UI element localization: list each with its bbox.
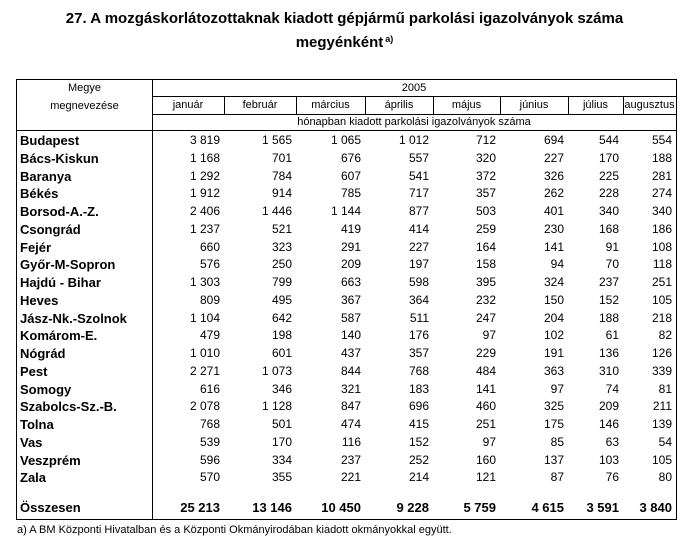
cell-value: 170 [271, 434, 292, 449]
cell-value: 218 [651, 310, 672, 325]
cell-value: 501 [271, 417, 292, 431]
cell-value: 554 [651, 133, 672, 147]
cell-value: 544 [598, 133, 619, 147]
cell-value: 914 [271, 186, 292, 201]
cell-value: 197 [408, 257, 429, 272]
county-name: Heves [20, 292, 59, 308]
cell-value: 80 [658, 470, 672, 485]
cell-value: 291 [340, 239, 361, 254]
cell-value: 324 [543, 275, 564, 289]
cell-value: 274 [651, 186, 672, 201]
cell-value: 364 [408, 292, 429, 307]
cell-value: 326 [543, 168, 564, 183]
cell-value: 1 912 [189, 186, 220, 201]
month-header: május [451, 99, 482, 111]
cell-value: 164 [475, 239, 496, 254]
cell-value: 176 [408, 328, 429, 343]
cell-value: 188 [598, 310, 619, 325]
cell-value: 230 [543, 221, 564, 236]
cell-value: 252 [408, 452, 429, 467]
county-name: Tolna [20, 417, 54, 432]
cell-value: 103 [598, 452, 619, 467]
cell-value: 137 [543, 452, 564, 467]
cell-value: 676 [340, 150, 361, 165]
cell-value: 139 [651, 417, 672, 431]
cell-value: 2 406 [189, 204, 220, 218]
cell-value: 225 [598, 168, 619, 183]
cell-value: 251 [475, 417, 496, 431]
cell-value: 228 [598, 186, 619, 201]
cell-value: 87 [550, 470, 564, 485]
cell-value: 209 [598, 399, 619, 414]
cell-value: 339 [651, 363, 672, 378]
cell-value: 460 [475, 399, 496, 414]
cell-value: 116 [341, 434, 361, 449]
month-header: március [311, 99, 350, 111]
cell-value: 232 [475, 292, 496, 307]
cell-value: 511 [409, 310, 429, 325]
county-name: Baranya [20, 168, 72, 184]
cell-value: 237 [340, 452, 361, 467]
county-name: Hajdú - Bihar [20, 275, 101, 290]
cell-value: 108 [651, 239, 672, 254]
county-name: Budapest [20, 133, 80, 148]
cell-value: 363 [543, 363, 564, 378]
cell-value: 539 [199, 434, 220, 449]
total-value: 4 615 [531, 500, 564, 515]
cell-value: 175 [543, 417, 564, 431]
cell-value: 188 [651, 150, 672, 165]
total-value: 25 213 [180, 500, 220, 515]
table-title-text: megyénként [295, 34, 384, 51]
cell-value: 54 [658, 434, 672, 449]
county-name: Jász-Nk.-Szolnok [20, 310, 127, 326]
cell-value: 126 [651, 346, 672, 360]
cell-value: 321 [340, 381, 361, 396]
cell-value: 186 [651, 221, 672, 236]
cell-value: 1 073 [261, 363, 292, 378]
cell-value: 150 [543, 292, 564, 307]
cell-value: 211 [652, 399, 672, 414]
cell-value: 809 [199, 292, 220, 307]
cell-value: 121 [475, 470, 496, 485]
cell-value: 102 [543, 328, 564, 343]
cell-value: 325 [543, 399, 564, 414]
cell-value: 694 [543, 133, 564, 147]
cell-value: 320 [475, 150, 496, 165]
cell-value: 191 [543, 346, 564, 360]
cell-value: 63 [605, 434, 619, 449]
cell-value: 1 128 [261, 399, 292, 414]
county-name: Zala [20, 470, 47, 486]
cell-value: 74 [605, 381, 619, 396]
county-name: Veszprém [20, 452, 81, 468]
cell-value: 141 [543, 239, 564, 254]
month-header: augusztus [624, 99, 675, 111]
cell-value: 1 303 [189, 275, 220, 289]
cell-value: 3 819 [189, 133, 220, 147]
county-name: Vas [20, 434, 43, 450]
cell-value: 229 [475, 346, 496, 360]
cell-value: 1 144 [330, 204, 361, 218]
cell-value: 204 [543, 310, 564, 325]
cell-value: 372 [475, 168, 496, 183]
cell-value: 1 012 [398, 133, 429, 147]
cell-value: 419 [340, 221, 361, 236]
cell-value: 598 [408, 275, 429, 289]
total-label: Összesen [20, 500, 81, 515]
cell-value: 227 [543, 150, 564, 165]
cell-value: 259 [475, 221, 496, 236]
cell-value: 1 565 [261, 133, 292, 147]
cell-value: 357 [408, 346, 429, 360]
cell-value: 1 065 [330, 133, 361, 147]
cell-value: 401 [543, 204, 564, 218]
county-name: Komárom-E. [20, 328, 98, 344]
year-header: 2005 [401, 82, 427, 94]
cell-value: 1 104 [189, 310, 220, 325]
county-name: Somogy [20, 381, 72, 397]
cell-value: 784 [271, 168, 292, 183]
county-header-line1: Megye [67, 82, 102, 94]
cell-value: 799 [271, 275, 292, 289]
cell-value: 587 [340, 310, 361, 325]
cell-value: 521 [271, 221, 292, 236]
table-title-line2 [0, 30, 689, 52]
header-bottom-line [17, 130, 676, 131]
cell-value: 717 [408, 186, 429, 201]
county-name: Bács-Kiskun [20, 150, 99, 166]
cell-value: 310 [598, 363, 619, 378]
month-header: június [519, 99, 549, 111]
cell-value: 1 292 [189, 168, 220, 183]
total-value: 9 228 [396, 500, 429, 515]
cell-value: 221 [340, 470, 361, 485]
cell-value: 262 [543, 186, 564, 201]
total-value: 10 450 [321, 500, 361, 515]
cell-value: 607 [340, 168, 361, 183]
cell-value: 237 [598, 275, 619, 289]
total-value: 13 146 [252, 500, 292, 515]
cell-value: 97 [482, 328, 496, 343]
cell-value: 2 271 [189, 363, 220, 378]
cell-value: 94 [550, 257, 564, 272]
cell-value: 660 [199, 239, 220, 254]
cell-value: 152 [408, 434, 429, 449]
county-header-line2: megnevezése [50, 100, 119, 112]
cell-value: 250 [271, 257, 292, 272]
cell-value: 367 [340, 292, 361, 307]
cell-value: 346 [271, 381, 292, 396]
county-name: Csongrád [20, 221, 81, 237]
cell-value: 209 [340, 257, 361, 272]
month-header: február [242, 99, 278, 111]
cell-value: 355 [271, 470, 292, 485]
cell-value: 1 237 [189, 221, 220, 236]
cell-value: 81 [658, 381, 672, 396]
cell-value: 541 [408, 168, 429, 183]
county-name: Győr-M-Sopron [20, 257, 116, 273]
cell-value: 414 [408, 221, 429, 236]
cell-value: 1 446 [261, 204, 292, 218]
cell-value: 160 [475, 452, 496, 467]
cell-value: 227 [408, 239, 429, 254]
cell-value: 474 [340, 417, 361, 431]
cell-value: 247 [475, 310, 496, 325]
cell-value: 437 [340, 346, 361, 360]
cell-value: 91 [605, 239, 619, 254]
cell-value: 61 [605, 328, 619, 343]
cell-value: 170 [598, 150, 619, 165]
cell-value: 183 [408, 381, 429, 396]
cell-value: 323 [271, 239, 292, 254]
county-name: Szabolcs-Sz.-B. [20, 399, 117, 415]
cell-value: 557 [408, 150, 429, 165]
cell-value: 76 [605, 470, 619, 485]
table-title-line1: 27. A mozgáskorlátozottaknak kiadott gépjármű parkolási igazolványok száma [65, 10, 624, 27]
cell-value: 141 [475, 381, 496, 396]
cell-value: 152 [598, 292, 619, 307]
cell-value: 596 [199, 452, 220, 467]
month-header: január [172, 99, 204, 111]
title-footnote-mark: a) [385, 34, 394, 44]
total-value: 5 759 [463, 500, 496, 515]
cell-value: 701 [271, 150, 292, 165]
county-name: Nógrád [20, 346, 66, 361]
cell-value: 105 [651, 452, 672, 467]
cell-value: 1 168 [189, 150, 220, 165]
county-name: Borsod-A.-Z. [20, 204, 99, 219]
subheader: hónapban kiadott parkolási igazolványok száma [297, 116, 531, 128]
cell-value: 85 [550, 434, 564, 449]
cell-value: 696 [408, 399, 429, 414]
cell-value: 251 [651, 275, 672, 289]
cell-value: 616 [199, 381, 220, 396]
cell-value: 214 [408, 470, 429, 485]
cell-value: 503 [475, 204, 496, 218]
cell-value: 844 [340, 363, 361, 378]
cell-value: 601 [271, 346, 292, 360]
cell-value: 136 [598, 346, 619, 360]
cell-value: 2 078 [189, 399, 220, 414]
cell-value: 340 [598, 204, 619, 218]
cell-value: 198 [271, 328, 292, 343]
cell-value: 118 [652, 257, 672, 272]
cell-value: 877 [408, 204, 429, 218]
cell-value: 785 [340, 186, 361, 201]
cell-value: 82 [658, 328, 672, 343]
cell-value: 70 [605, 257, 619, 272]
county-name: Békés [20, 186, 59, 202]
cell-value: 334 [271, 452, 292, 467]
cell-value: 484 [475, 363, 496, 378]
cell-value: 847 [340, 399, 361, 414]
cell-value: 146 [598, 417, 619, 431]
cell-value: 570 [199, 470, 220, 485]
county-name: Fejér [20, 239, 52, 255]
data-table [16, 79, 677, 520]
cell-value: 105 [651, 292, 672, 307]
month-header: július [582, 99, 609, 111]
cell-value: 357 [475, 186, 496, 201]
cell-value: 395 [475, 275, 496, 289]
cell-value: 663 [340, 275, 361, 289]
cell-value: 97 [550, 381, 564, 396]
total-value: 3 840 [639, 500, 672, 515]
cell-value: 168 [598, 221, 619, 236]
cell-value: 281 [651, 168, 672, 183]
cell-value: 479 [199, 328, 220, 343]
cell-value: 712 [475, 133, 496, 147]
cell-value: 768 [408, 363, 429, 378]
cell-value: 576 [199, 257, 220, 272]
cell-value: 495 [271, 292, 292, 307]
cell-value: 158 [475, 257, 496, 272]
cell-value: 140 [340, 328, 361, 343]
total-value: 3 591 [586, 500, 619, 515]
footnote: a) A BM Központi Hivatalban és a Központi Okmányirodában kiadott okmányokkal együtt. [17, 524, 452, 536]
county-name: Pest [20, 363, 48, 379]
cell-value: 415 [408, 417, 429, 431]
month-header: április [384, 99, 414, 111]
cell-value: 340 [651, 204, 672, 218]
cell-value: 642 [271, 310, 292, 325]
cell-value: 97 [482, 434, 496, 449]
cell-value: 1 010 [189, 346, 220, 360]
cell-value: 768 [199, 417, 220, 431]
